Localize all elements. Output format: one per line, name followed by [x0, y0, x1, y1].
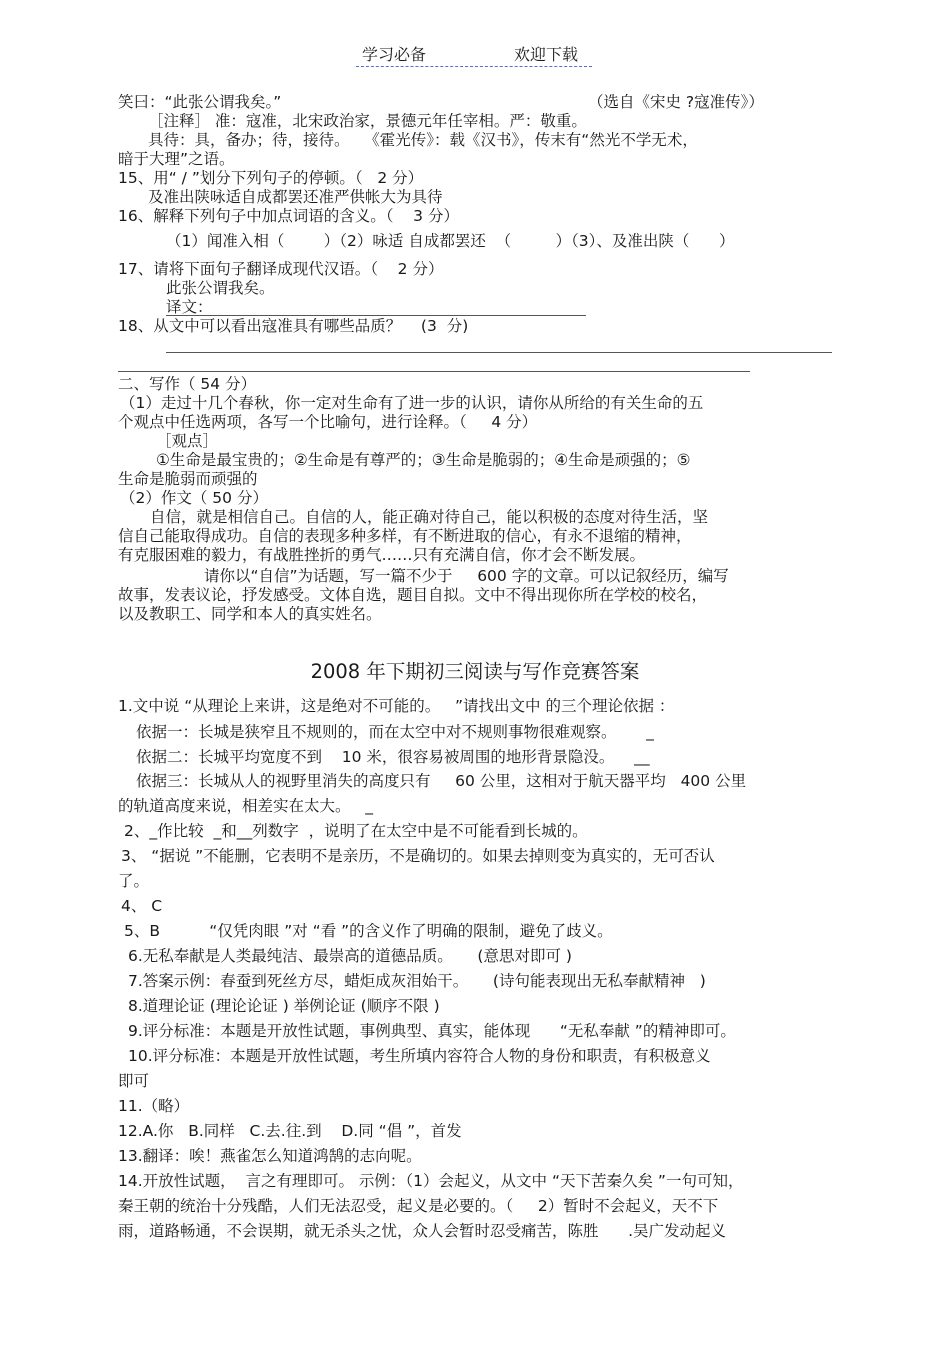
text-line: 2、_作比较 _和__列数字 ，说明了在太空中是不可能看到长城的。 — [124, 822, 588, 840]
text-line: 个观点中任选两项，各写一个比喻句，进行诠释。（ 4 分） — [118, 413, 538, 431]
text-line: 的轨道高度来说，相差实在太大。 _ — [118, 797, 374, 815]
text-line: 生命是脆弱而顽强的 — [118, 470, 258, 488]
text-line: 3、 “据说 ”不能删，它表明不是亲历，不是确切的。如果去掉则变为真实的，无可否认 — [121, 847, 715, 865]
text-line: （2）作文（ 50 分） — [120, 489, 268, 507]
text-line: 13.翻译：唉！燕雀怎么知道鸿鹄的志向呢。 — [118, 1147, 422, 1165]
text-line: 二、写作（ 54 分） — [118, 375, 257, 393]
text-line: （1）走过十几个春秋，你一定对生命有了进一步的认识，请你从所给的有关生命的五 — [120, 394, 704, 412]
text-line: 18、从文中可以看出寇准具有哪些品质？ (3 分) — [118, 317, 469, 335]
text-line: 11.（略） — [118, 1097, 190, 1115]
header-left-text: 学习必备 — [362, 45, 427, 64]
text-line: 依据二：长城平均宽度不到 10 米，很容易被周围的地形背景隐没。 __ — [136, 748, 650, 766]
text-line: ①生命是最宝贵的；②生命是有尊严的；③生命是脆弱的；④生命是顽强的；⑤ — [156, 451, 691, 469]
text-line: 了。 — [118, 872, 150, 890]
answer-title: 2008 年下期初三阅读与写作竞赛答案 — [310, 660, 640, 683]
text-line: 自信，就是相信自己。自信的人，能正确对待自己，能以积极的态度对待生活，坚 — [150, 508, 709, 526]
text-line: （选自《宋史 ?寇准传》） — [588, 93, 764, 111]
text-line: 5、B “仅凭肉眼 ”对 “看 ”的含义作了明确的限制，避免了歧义。 — [124, 922, 613, 940]
text-line: 7.答案示例：春蚕到死丝方尽，蜡炬成灰泪始干。 (诗句能表现出无私奉献精神 ) — [128, 972, 706, 990]
text-line: 8.道理论证 (理论论证 ) 举例论证 (顺序不限 ) — [128, 997, 440, 1015]
text-line: 12.A.你 B.同样 C.去.往.到 D.同 “倡 ”，首发 — [118, 1122, 462, 1140]
text-line: （1）闻准入相（ ）（2）咏适 自成都罢还 （ ）（3）、及准出陕（ ） — [166, 232, 735, 250]
text-line: 信自己能取得成功。自信的表现多种多样，有不断进取的信心，有永不退缩的精神， — [118, 527, 692, 545]
header-right-text: 欢迎下载 — [514, 45, 579, 64]
answer-line-q18-a — [166, 352, 832, 353]
text-line: 此张公谓我矣。 — [166, 279, 275, 297]
text-line: 15、用“ / ”划分下列句子的停顿。（ 2 分） — [118, 169, 424, 187]
text-line: 以及教职工、同学和本人的真实姓名。 — [118, 605, 382, 623]
text-line: 请你以“自信”为话题，写一篇不少于 600 字的文章。可以记叙经历，编写 — [204, 567, 729, 585]
text-line: 笑曰：“此张公谓我矣。” — [118, 93, 282, 111]
text-line: 4、 C — [121, 897, 163, 915]
text-line: 1.文中说 “从理论上来讲，这是绝对不可能的。 ”请找出文中 的三个理论依据 ： — [118, 697, 675, 715]
answer-line-q18-b — [118, 371, 750, 372]
text-line: 故事，发表议论，抒发感受。文体自选，题目自拟。文中不得出现你所在学校的校名， — [118, 586, 708, 604]
text-line: 16、解释下列句子中加点词语的含义。（ 3 分） — [118, 207, 459, 225]
text-line: 17、请将下面句子翻译成现代汉语。（ 2 分） — [118, 260, 444, 278]
text-line: 具待：具，备办；待，接待。 《霍光传》：载《汉书》，传末有“然光不学无术， — [148, 131, 698, 149]
text-line: 有克服困难的毅力，有战胜挫折的勇气……只有充满自信，你才会不断发展。 — [118, 546, 646, 564]
text-line: 译文： — [166, 298, 213, 316]
text-line: 依据三：长城从人的视野里消失的高度只有 60 公里，这相对于航天器平均 400 公里 — [136, 772, 747, 790]
text-line: 秦王朝的统治十分残酷，人们无法忍受，起义是必要的。（ 2）暂时不会起义，天不下 — [118, 1197, 719, 1215]
text-line: 即可 — [118, 1072, 150, 1090]
text-line: 暗于大理”之语。 — [118, 150, 235, 168]
text-line: 10.评分标准：本题是开放性试题，考生所填内容符合人物的身份和职责，有积极意义 — [128, 1047, 711, 1065]
text-line: 及准出陕咏适自成都罢还准严供帐大为具待 — [148, 188, 443, 206]
text-line: 依据一：长城是狭窄且不规则的，而在太空中对不规则事物很难观察。 _ — [136, 723, 654, 741]
text-line: 9.评分标准：本题是开放性试题，事例典型、真实，能体现 “无私奉献 ”的精神即可。 — [128, 1022, 736, 1040]
text-line: ［注释］ 准：寇准，北宋政治家，景德元年任宰相。严：敬重。 — [148, 112, 587, 130]
page-header — [356, 42, 592, 67]
text-line: 6.无私奉献是人类最纯洁、最崇高的道德品质。 (意思对即可 ) — [128, 947, 572, 965]
answer-line-translation — [166, 315, 586, 316]
text-line: 14.开放性试题， 言之有理即可。 示例：（1）会起义，从文中 “天下苦秦久矣 ”一句可知， — [118, 1172, 744, 1190]
text-line: ［观点］ — [156, 432, 219, 450]
text-line: 雨，道路畅通，不会误期，就无杀头之忧，众人会暂时忍受痛苦，陈胜 .吴广发动起义 — [118, 1222, 726, 1240]
